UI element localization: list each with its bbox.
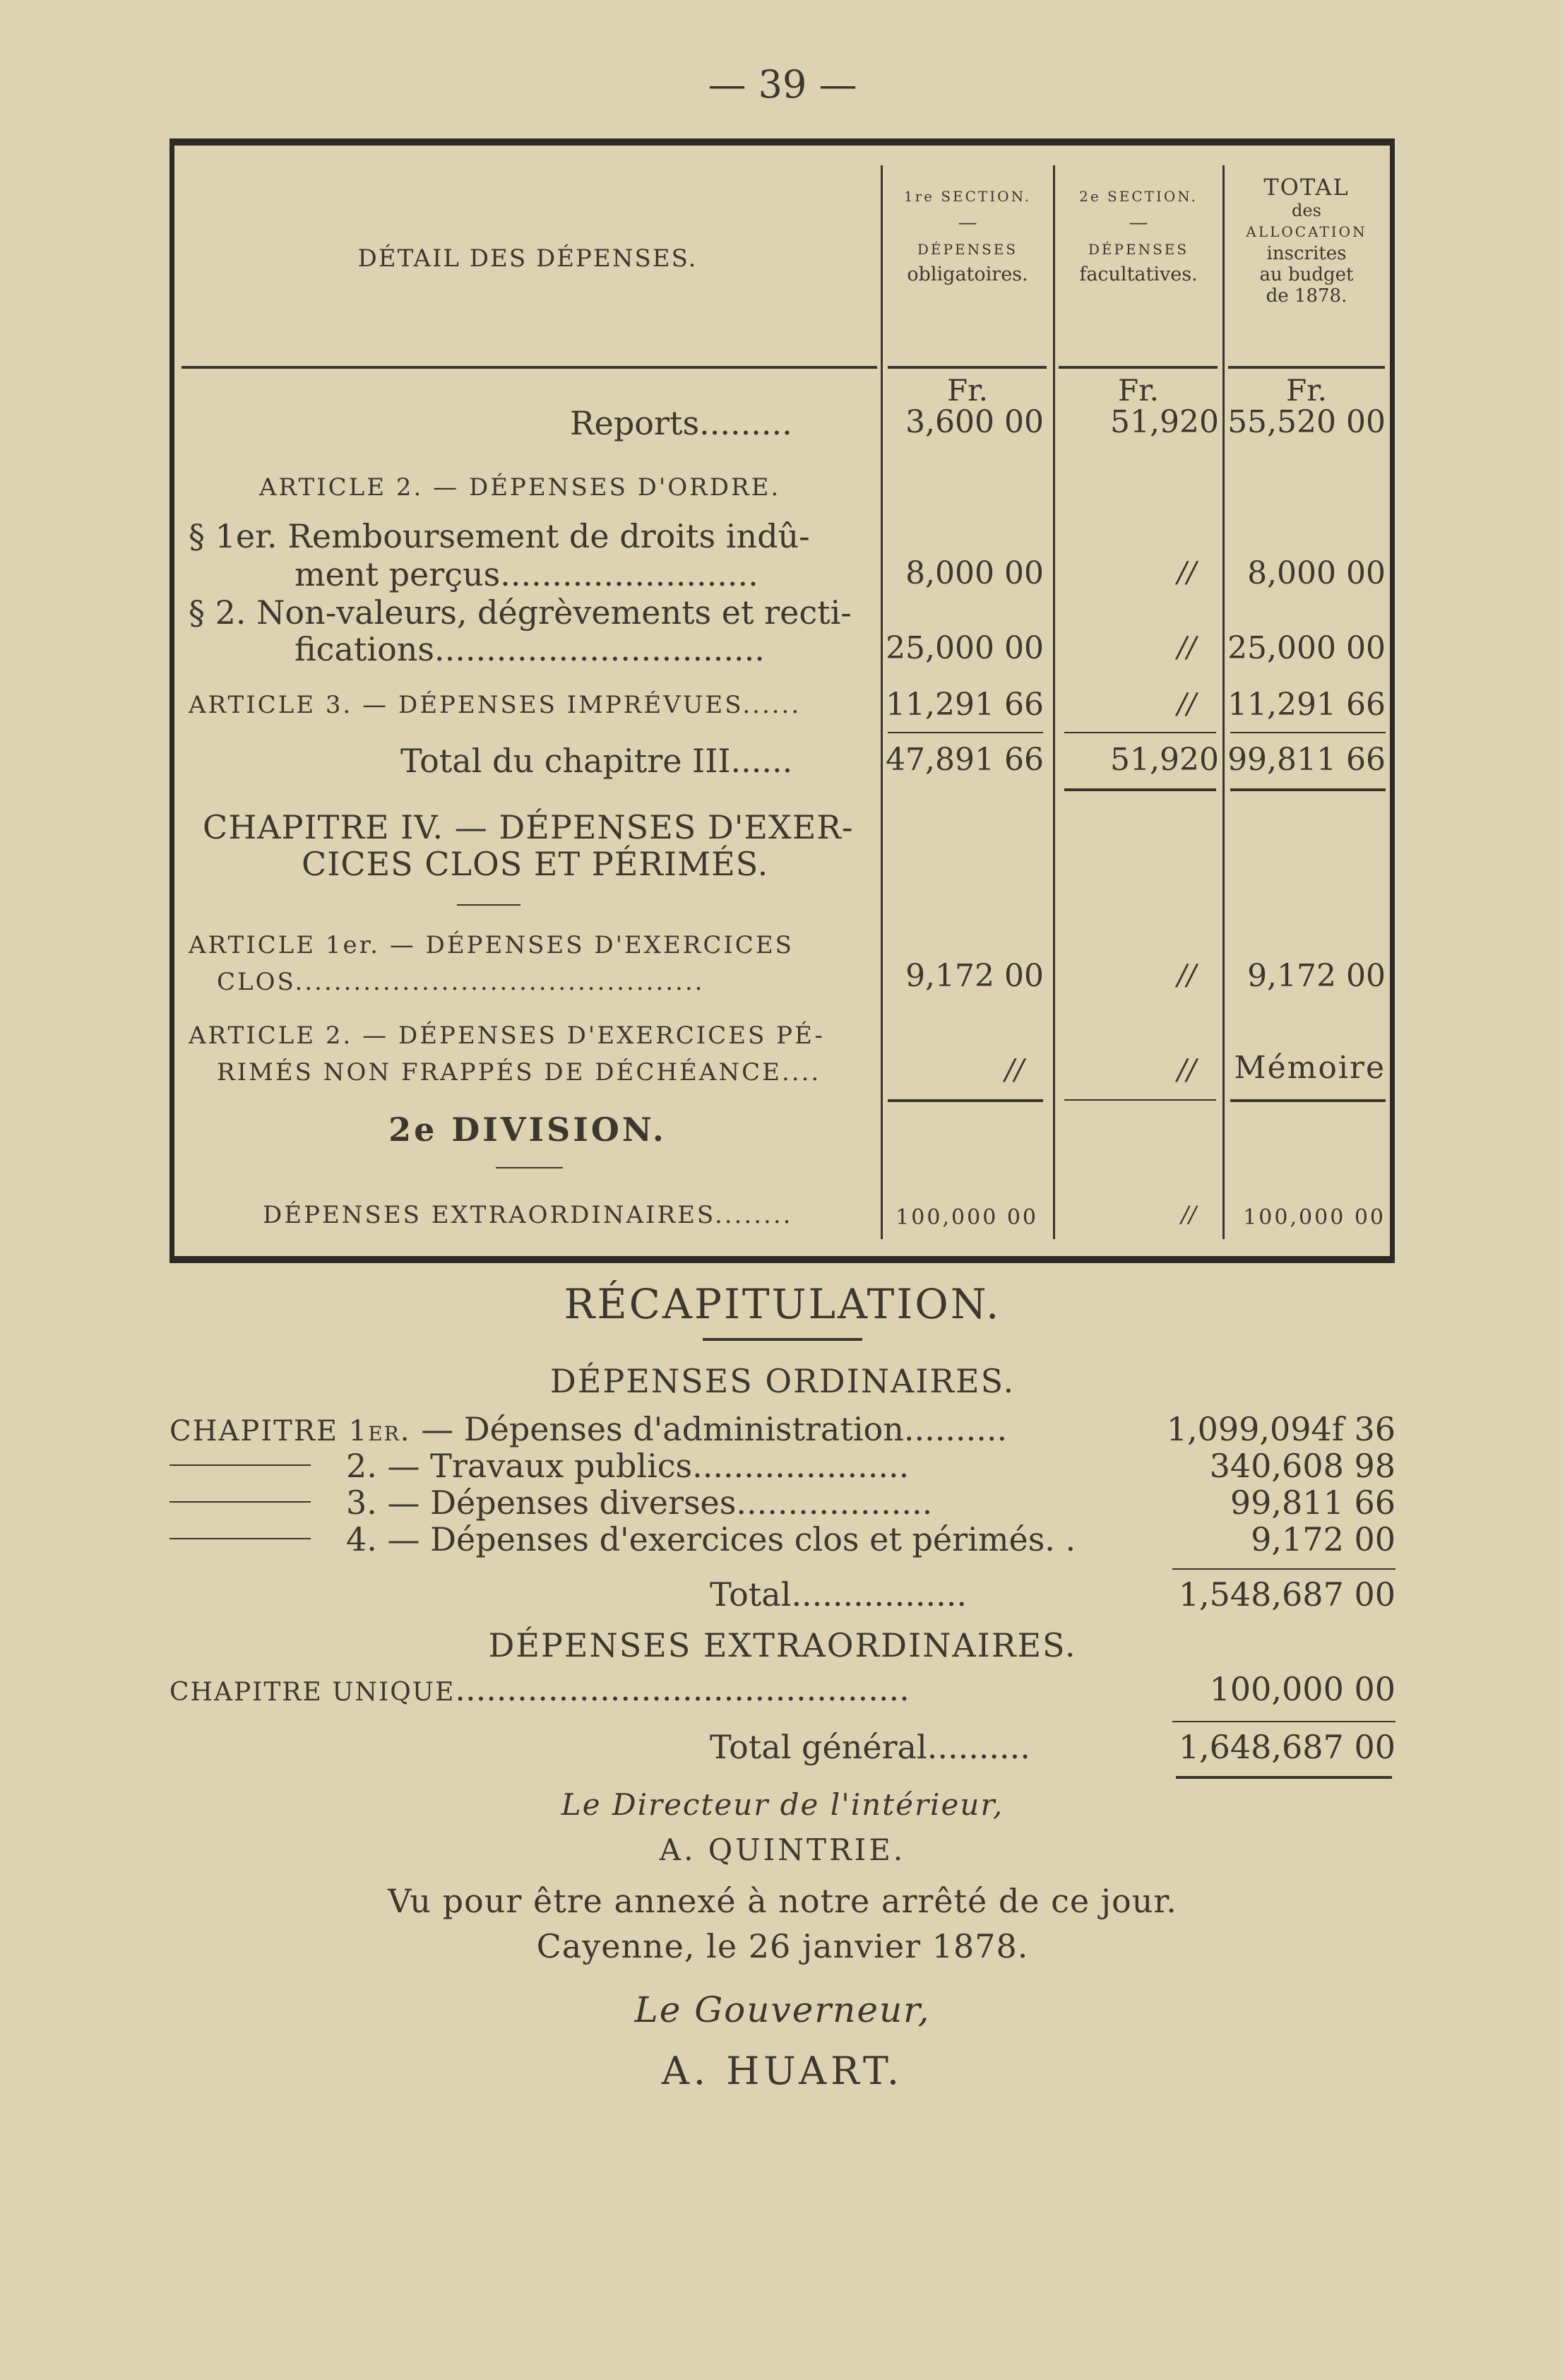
extra-c3: 100,000 00: [1243, 1205, 1386, 1230]
recap-title: RÉCAPITULATION.: [564, 1280, 1001, 1328]
recap-title-rule: [703, 1338, 862, 1341]
recap-line-1: CHAPITRE 1er. — Dépenses d'administration..........: [169, 1410, 1008, 1448]
header-rule: [182, 366, 877, 369]
vu-line1: Vu pour être annexé à notre arrêté de ce jour.: [388, 1882, 1177, 1920]
recap-value-1: 1,099,094f 36: [1166, 1410, 1396, 1448]
sum-rule: [1230, 732, 1386, 733]
s2-line1: § 2. Non-valeurs, dégrèvements et recti-: [189, 593, 852, 632]
recap-total-label: Total.................: [710, 1575, 968, 1614]
page-number: — 39 —: [708, 62, 857, 107]
s2-c2: //: [1177, 632, 1196, 664]
reports-c3: 55,520 00: [1227, 404, 1386, 440]
s1-c3: 8,000 00: [1247, 555, 1386, 591]
art4-1-c2: //: [1177, 959, 1196, 992]
extra-label: DÉPENSES EXTRAORDINAIRES........: [263, 1201, 793, 1229]
recap-grand-label: Total général..........: [710, 1728, 1030, 1766]
division-divider: [496, 1167, 563, 1168]
header-rule: [1059, 366, 1218, 369]
ditto-rule: [169, 1464, 311, 1466]
article2-title: ARTICLE 2. — DÉPENSES D'ORDRE.: [259, 473, 781, 502]
extra-c1: 100,000 00: [895, 1205, 1038, 1230]
vu-line2: Cayenne, le 26 janvier 1878.: [536, 1927, 1029, 1965]
recap-value-3: 99,811 66: [1230, 1484, 1396, 1522]
header-rule: [888, 366, 1047, 369]
ditto-rule: [169, 1538, 311, 1539]
header-col3: TOTAL des ALLOCATION inscrites au budget de 1878.: [1246, 174, 1367, 307]
s2-c3: 25,000 00: [1227, 630, 1386, 666]
art4-1-c1: 9,172 00: [905, 958, 1044, 994]
article3-c1: 11,291 66: [886, 687, 1044, 723]
recap-grand-value: 1,648,687 00: [1178, 1728, 1396, 1766]
art4-2-c1: //: [1005, 1054, 1024, 1087]
total-ch3-c3: 99,811 66: [1227, 742, 1386, 778]
s1-c2: //: [1177, 557, 1196, 589]
recap-line-3: 3. — Dépenses diverses...................: [346, 1484, 933, 1522]
s1-line1: § 1er. Remboursement de droits indû-: [189, 517, 810, 555]
s1-line2: ment perçus.........................: [294, 555, 758, 593]
art4-1-line2: CLOS..........................................: [217, 968, 705, 996]
s1-c1: 8,000 00: [905, 555, 1044, 591]
art4-2-line1: ARTICLE 2. — DÉPENSES D'EXERCICES PÉ-: [189, 1022, 825, 1050]
currency-label: Fr.: [947, 373, 988, 408]
header-col2: 2e SECTION. — DÉPENSES facultatives.: [1079, 188, 1198, 285]
recap-total-value: 1,548,687 00: [1178, 1575, 1396, 1614]
reports-c2: 51,920: [1110, 404, 1219, 440]
directeur-title: Le Directeur de l'intérieur,: [561, 1787, 1004, 1822]
art4-2-line2: RIMÉS NON FRAPPÉS DE DÉCHÉANCE....: [217, 1058, 821, 1087]
recap-value-4: 9,172 00: [1251, 1520, 1396, 1558]
currency-label: Fr.: [1118, 373, 1159, 408]
expense-table: [169, 138, 1395, 1263]
section-rule: [1230, 1099, 1386, 1102]
article3-c3: 11,291 66: [1227, 687, 1386, 723]
recap-unique-label: CHAPITRE UNIQUE............................................: [169, 1670, 910, 1708]
gouverneur-title: Le Gouverneur,: [634, 1989, 931, 2030]
recap-sum-rule: [1172, 1568, 1396, 1570]
extra-c2: //: [1181, 1201, 1196, 1228]
chapitre4-divider: [457, 904, 520, 906]
header-rule: [1228, 366, 1385, 369]
gouverneur-name: A. HUART.: [661, 2049, 904, 2093]
art4-2-c2: //: [1177, 1054, 1196, 1087]
recap-grand-rule: [1176, 1776, 1392, 1779]
chapitre4-line2: CICES CLOS ET PÉRIMÉS.: [302, 845, 769, 883]
chapitre4-line1: CHAPITRE IV. — DÉPENSES D'EXER-: [203, 808, 854, 846]
section-rule: [888, 1099, 1043, 1102]
recap-line-2: 2. — Travaux publics.....................: [346, 1447, 910, 1485]
total-ch3-c2: 51,920: [1110, 742, 1219, 778]
art4-2-c3: Mémoire: [1234, 1050, 1386, 1086]
section-rule: [1064, 1099, 1216, 1101]
total-rule: [1064, 788, 1216, 791]
total-rule: [1230, 788, 1386, 791]
sum-rule: [888, 732, 1043, 733]
recap-sum-rule: [1172, 1721, 1396, 1722]
reports-label: Reports.........: [570, 404, 792, 442]
division-title: 2e DIVISION.: [388, 1111, 667, 1149]
header-col1: 1re SECTION. — DÉPENSES obligatoires.: [903, 188, 1032, 285]
currency-label: Fr.: [1286, 373, 1327, 408]
article3-label: ARTICLE 3. — DÉPENSES IMPRÉVUES......: [189, 691, 802, 719]
total-ch3-label: Total du chapitre III......: [400, 742, 793, 780]
reports-c1: 3,600 00: [905, 404, 1044, 440]
recap-line-4: 4. — Dépenses d'exercices clos et périmés. .: [346, 1520, 1076, 1558]
header-detail: DÉTAIL DES DÉPENSES.: [357, 244, 698, 273]
extraordinaires-title: DÉPENSES EXTRAORDINAIRES.: [488, 1626, 1077, 1664]
ditto-rule: [169, 1501, 311, 1503]
sum-rule: [1064, 732, 1216, 733]
article3-c2: //: [1177, 688, 1196, 721]
s2-line2: fications................................: [294, 630, 765, 668]
art4-1-line1: ARTICLE 1er. — DÉPENSES D'EXERCICES: [189, 931, 794, 959]
s2-c1: 25,000 00: [886, 630, 1044, 666]
recap-value-2: 340,608 98: [1209, 1447, 1396, 1485]
ordinaires-title: DÉPENSES ORDINAIRES.: [549, 1362, 1016, 1400]
recap-unique-value: 100,000 00: [1209, 1670, 1396, 1708]
directeur-name: A. QUINTRIE.: [659, 1833, 906, 1867]
art4-1-c3: 9,172 00: [1247, 958, 1386, 994]
total-ch3-c1: 47,891 66: [886, 742, 1044, 778]
